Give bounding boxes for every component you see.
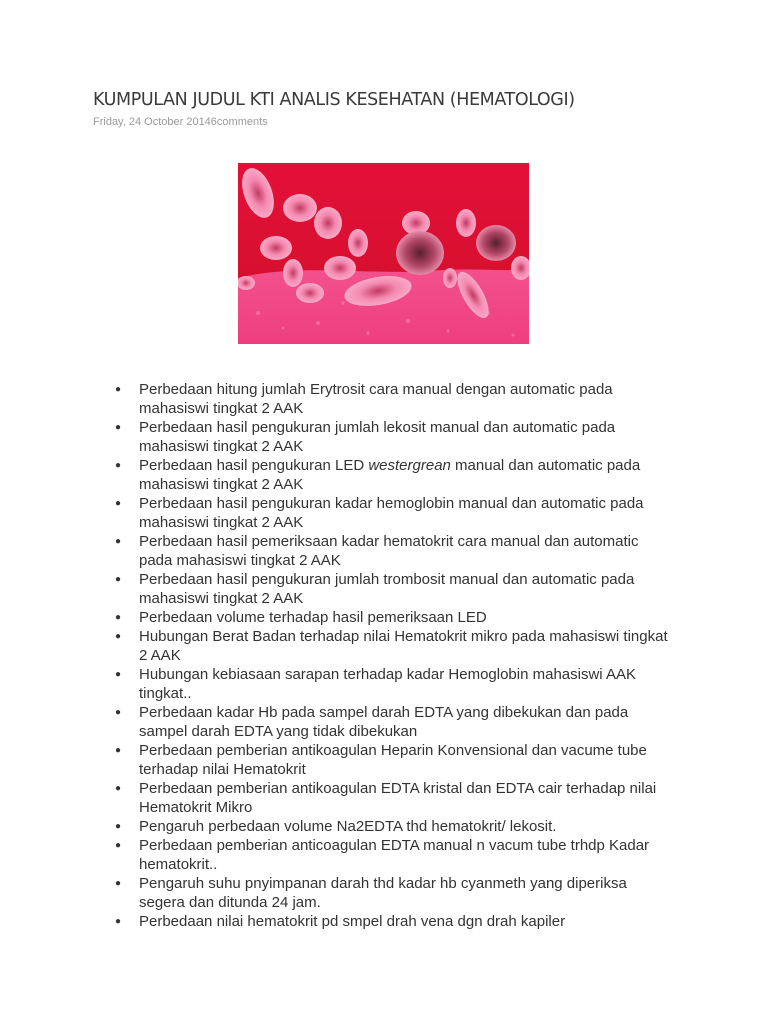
list-item [115,836,675,874]
list-item-text: Perbedaan nilai hematokrit pd smpel drah vena dgn drah kapiler [139,913,566,930]
bullet-icon: ● [115,745,122,756]
list-item-text: Hubungan Berat Badan terhadap nilai Hematokrit mikro pada mahasiswi tingkat 2 AAK [139,628,668,664]
list-item-text: Perbedaan pemberian anticoagulan EDTA manual n vacum tube trhdp Kadar hematokrit.. [139,837,650,873]
kti-title-list [115,380,675,931]
list-item-text: Hubungan kebiasaan sarapan terhadap kadar Hemoglobin mahasiswi AAK tingkat.. [139,666,636,702]
bullet-icon: ● [115,422,122,433]
bullet-icon: ● [115,574,122,585]
list-item-text: Perbedaan volume terhadap hasil pemeriksaan LED [139,609,487,626]
list-item [115,456,675,494]
list-item [115,380,675,418]
list-item-text: Perbedaan hasil pengukuran jumlah trombosit manual dan automatic pada mahasiswi tingkat 2 AAK [139,571,635,607]
bullet-icon: ● [115,840,122,851]
bullet-icon: ● [115,821,122,832]
bullet-icon: ● [115,460,122,471]
list-item [115,418,675,456]
list-item [115,779,675,817]
bullet-icon: ● [115,536,122,547]
post-title: KUMPULAN JUDUL KTI ANALIS KESEHATAN (HEMATOLOGI) [93,90,575,110]
bullet-icon: ● [115,498,122,509]
list-item [115,665,675,703]
list-item [115,532,675,570]
list-item-text: Perbedaan hitung jumlah Erytrosit cara manual dengan automatic pada mahasiswi tingkat 2 AAK [139,381,613,417]
list-item-text: Perbedaan pemberian antikoagulan EDTA kristal dan EDTA cair terhadap nilai Hematokrit Mikro [139,780,657,816]
list-item-italic-text: westergrean [368,457,451,474]
list-item [115,703,675,741]
bullet-icon: ● [115,384,122,395]
list-item [115,817,675,836]
list-item-text: Perbedaan hasil pemeriksaan kadar hematokrit cara manual dan automatic pada mahasiswi tingkat 2 AAK [139,533,639,569]
bullet-icon: ● [115,878,122,889]
list-item [115,912,675,931]
list-item [115,874,675,912]
bullet-icon: ● [115,669,122,680]
list-item-text: Perbedaan hasil pengukuran kadar hemoglobin manual dan automatic pada mahasiswi tingkat 2 AAK [139,495,644,531]
list-item [115,627,675,665]
list-item-text: Perbedaan hasil pengukuran LED [139,457,369,474]
bullet-icon: ● [115,707,122,718]
bullet-icon: ● [115,612,122,623]
list-item-text: manual dan automatic pada mahasiswi tingkat 2 AAK [139,457,641,493]
list-item [115,570,675,608]
list-item-text: Perbedaan kadar Hb pada sampel darah EDTA yang dibekukan dan pada sampel darah EDTA yang tidak dibekukan [139,704,629,740]
list-item [115,494,675,532]
red-blood-cells-image [238,163,529,344]
bullet-icon: ● [115,916,122,927]
list-item-text: Perbedaan hasil pengukuran jumlah lekosit manual dan automatic pada mahasiswi tingkat 2 AAK [139,419,616,455]
list-item-text: Perbedaan pemberian antikoagulan Heparin Konvensional dan vacume tube terhadap nilai Hematokrit [139,742,647,778]
bullet-icon: ● [115,631,122,642]
bullet-icon: ● [115,783,122,794]
list-item-text: Pengaruh suhu pnyimpanan darah thd kadar hb cyanmeth yang diperiksa segera dan ditunda 24 jam. [139,875,627,911]
list-item [115,608,675,627]
list-item-text: Pengaruh perbedaan volume Na2EDTA thd hematokrit/ lekosit. [139,818,557,835]
list-item [115,741,675,779]
post-date-comments[interactable]: Friday, 24 October 20146comments [93,116,268,128]
